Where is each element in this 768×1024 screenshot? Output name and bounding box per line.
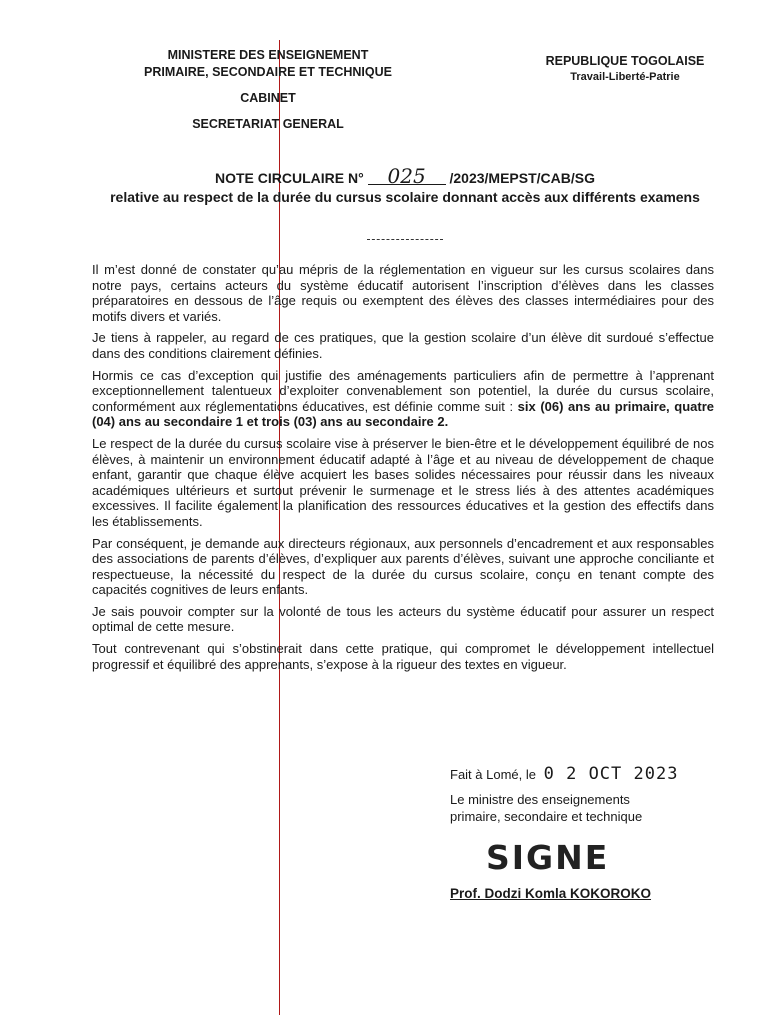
circular-body <box>92 262 714 678</box>
paragraph-4: Le respect de la durée du cursus scolaire vise à préserver le bien-être et le développement équilibré de nos élèves, à maintenir un environnement éducatif adapté à l’âge et au niveau de développement de chaque enfant, garantir que chaque élève acquiert les bases solides nécessaires pour réussir dans les niveaux académiques ultérieurs et surtout prévenir le surmenage et le stress liés à des attentes académiques excessives. Il facilite également la planification des ressources éducatives et la gestion des effectifs dans les établissements. <box>92 435 714 529</box>
signed-stamp: SIGNE <box>486 838 610 877</box>
minister-title-line2: primaire, secondaire et technique <box>450 809 643 824</box>
ministry-header <box>118 47 418 133</box>
ministry-name-line1: MINISTERE DES ENSEIGNEMENT <box>167 48 369 62</box>
signature-block <box>450 766 720 902</box>
paragraph-5: Par conséquent, je demande aux directeurs régionaux, aux personnels d’encadrement et aux responsables des associations de parents d’élèves, d’expliquer aux parents d’élèves, suivant une approche conciliante et respectueuse, la nécessité du respect de la durée du cursus scolaire, conçu en tenant compte des capacités cognitives de leurs enfants. <box>92 535 714 598</box>
circular-subject: relative au respect de la durée du cursus scolaire donnant accès aux différents examens <box>110 189 700 205</box>
title-reference: /2023/MEPST/CAB/SG <box>449 170 595 186</box>
cabinet-label: CABINET <box>240 91 296 105</box>
circular-number: 025 <box>368 168 446 185</box>
title-prefix: NOTE CIRCULAIRE N° <box>215 170 364 186</box>
republic-name: REPUBLIQUE TOGOLAISE <box>545 54 705 68</box>
date-stamp: 0 2 OCT 2023 <box>543 764 679 784</box>
secretariat-label: SECRETARIAT GENERAL <box>192 117 344 131</box>
circular-title <box>110 164 700 206</box>
title-separator <box>367 239 443 240</box>
paragraph-7: Tout contrevenant qui s’obstinerait dans cette pratique, qui compromet le développement intellectuel progressif et équilibré des apprenants, s’expose à la rigueur des textes en vigueur. <box>92 641 714 672</box>
ministry-name-line2: PRIMAIRE, SECONDAIRE ET TECHNIQUE <box>144 65 392 79</box>
paragraph-3-text: Hormis ce cas d’exception qui justifie des aménagements particuliers afin de permettre à l’apprenant exceptionnellement talentueux d’exploiter convenablement son potentiel, la durée du cursus scolaire, conformément aux réglementations éducatives, est définie comme suit : <box>92 367 714 414</box>
place-label: Fait à Lomé, le <box>450 767 536 782</box>
paragraph-2: Je tiens à rappeler, au regard de ces pratiques, que la gestion scolaire d’un élève dit surdoué s’effectue dans des conditions clairement définies. <box>92 330 714 361</box>
republic-motto: Travail-Liberté-Patrie <box>570 71 680 83</box>
paragraph-1: Il m’est donné de constater qu’au mépris de la réglementation en vigueur sur les cursus scolaires dans notre pays, certains acteurs du système éducatif autorisent l’inscription d’élèves dans les classes préparatoires en dessous de l’âge requis ou exemptent des élèves des classes intermédiaires pour des motifs divers et variés. <box>92 262 714 324</box>
paragraph-3-durations: six (06) ans au primaire, quatre (04) ans au secondaire 1 et trois (03) ans au secondaire 2. <box>92 398 714 430</box>
paragraph-6: Je sais pouvoir compter sur la volonté de tous les acteurs du système éducatif pour assurer un respect optimal de cette mesure. <box>92 603 714 635</box>
date-line <box>450 766 720 783</box>
minister-title-line1: Le ministre des enseignements <box>450 792 630 807</box>
republic-header <box>530 53 720 85</box>
paragraph-3 <box>92 368 714 430</box>
signatory-name: Prof. Dodzi Komla KOKOROKO <box>450 886 652 901</box>
